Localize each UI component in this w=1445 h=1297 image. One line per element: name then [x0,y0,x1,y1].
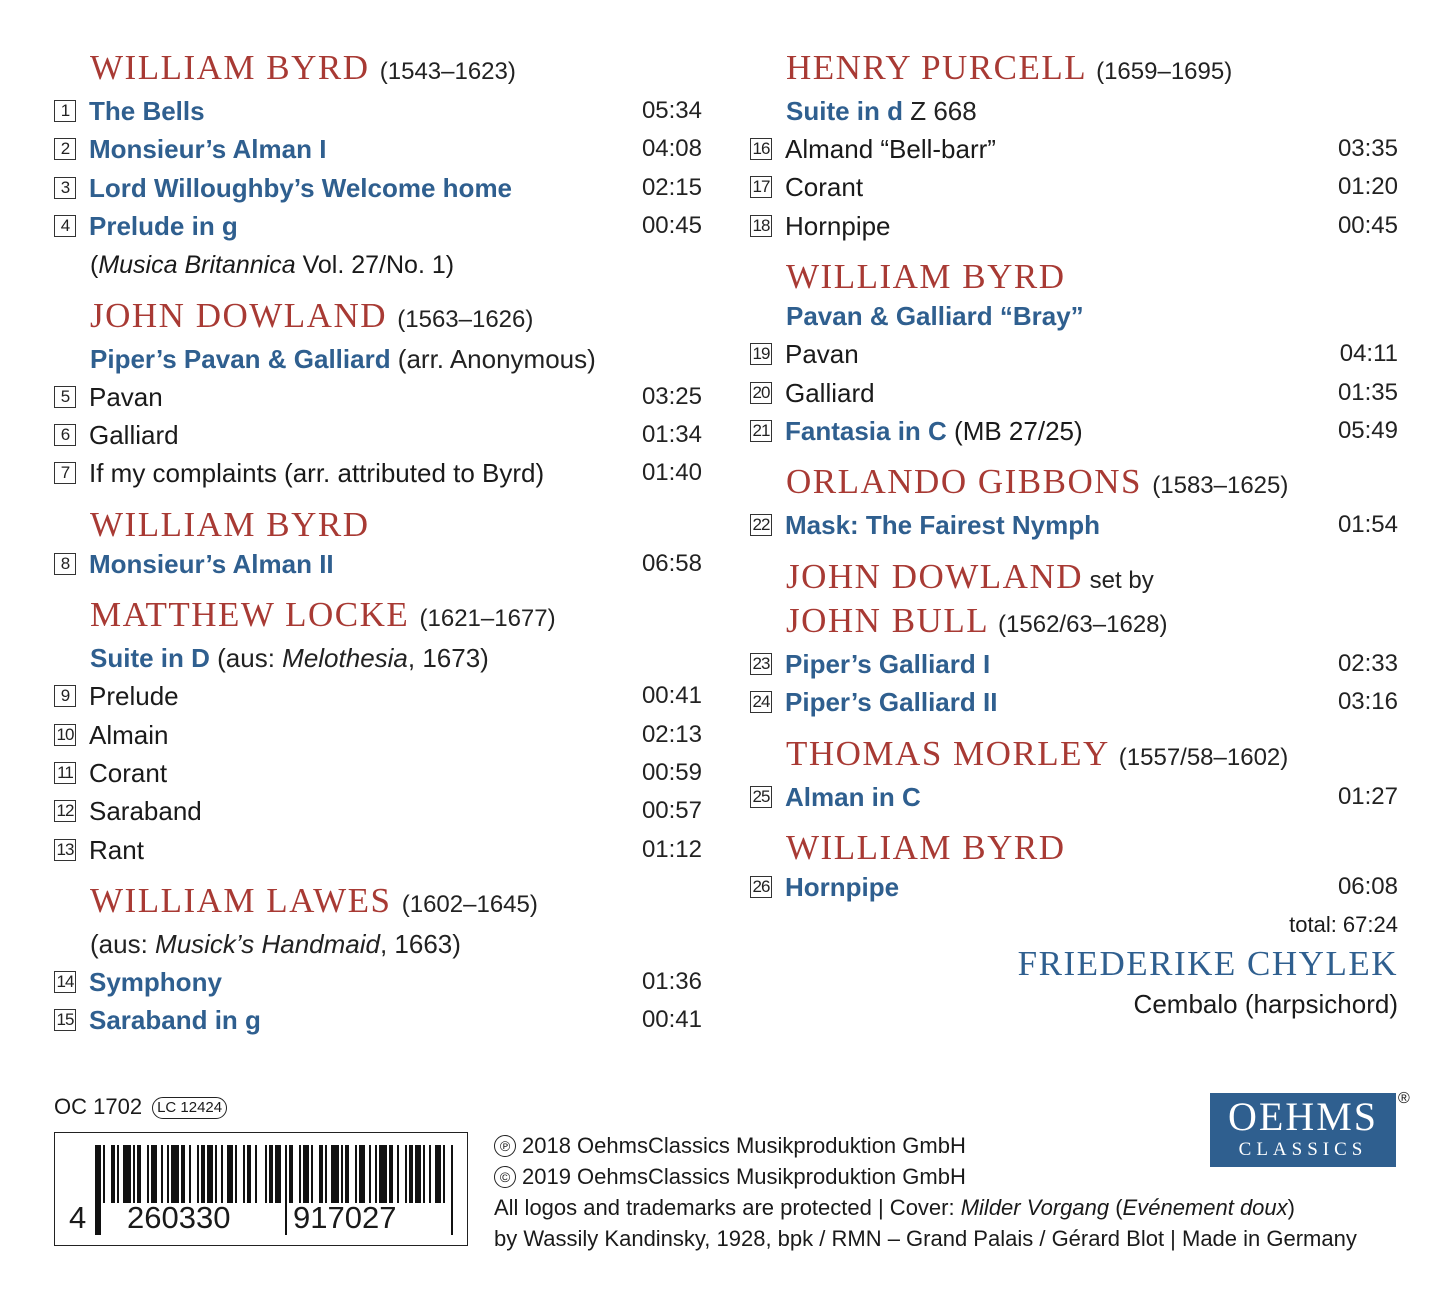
composer-name: THOMAS MORLEY [786,733,1109,773]
barcode-bars [55,1133,467,1245]
composer-years: (1543–1623) [379,58,516,85]
composer-years: (1562/63–1628) [998,610,1168,638]
track-title [785,335,859,373]
track-duration: 02:15 [641,173,702,201]
oehms-classics-logo [1210,1093,1396,1167]
barcode-bar [451,1145,453,1235]
tracklist-right-column [750,48,1398,1022]
track-number: 22 [750,514,772,536]
label-code-badge: LC 12424 [152,1097,227,1119]
track-title [89,92,205,130]
barcode-bar [235,1145,237,1203]
track-duration: 06:08 [1337,872,1398,900]
composer-name: WILLIAM BYRD [90,504,370,544]
barcode-bar [221,1145,223,1203]
track-title [89,207,238,245]
track-number: 7 [54,462,76,484]
track-title [785,412,1083,450]
track-row [750,374,1398,412]
track-number: 2 [54,138,76,160]
barcode-bar [311,1145,313,1203]
edition-note [90,246,702,284]
track-duration: 06:58 [641,549,702,577]
track-row [750,683,1398,721]
composer-heading [786,48,1398,92]
composer-block [750,48,1398,245]
track-title [89,831,144,869]
track-number: 8 [54,553,76,575]
work-title [786,297,1398,335]
total-duration: total: 67:24 [1289,912,1398,938]
track-duration: 03:16 [1337,688,1398,716]
barcode-bar [227,1145,233,1203]
composer-name: JOHN DOWLAND [90,295,387,335]
work-name: Pavan & Galliard “Bray” [786,301,1084,332]
composer-name: WILLIAM BYRD [90,48,370,87]
track-title-text: Corant [89,757,168,788]
work-name: Suite in d [786,96,903,126]
barcode-bar [137,1145,141,1203]
track-number: 4 [54,215,76,237]
work-detail-end: , 1673) [407,643,489,674]
work-detail: (arr. Anonymous) [390,343,596,374]
track-title-text: If my complaints (arr. attributed to Byrd) [89,458,545,489]
track-row [750,168,1398,206]
track-title-text: Mask: The Fairest Nymph [785,510,1100,541]
barcode-bar [201,1145,205,1203]
track-row [750,207,1398,245]
barcode-bar [167,1145,169,1203]
cover-credit-line [494,1192,1357,1223]
cover-title-french: Evénement doux [1122,1195,1288,1220]
barcode-bar [443,1145,445,1203]
track-title [89,716,168,754]
track-title [785,207,891,245]
phonogram-text: 2018 OehmsClassics Musikproduktion GmbH [522,1133,966,1158]
track-title-text: Saraband in g [89,1005,261,1036]
barcode-bar [285,1145,287,1235]
track-title-text: Almain [89,719,169,750]
composer-name: JOHN DOWLAND [786,556,1083,596]
barcode-bar [405,1145,407,1203]
track-duration: 01:35 [1337,378,1398,406]
barcode-bar [147,1145,149,1203]
track-title [89,963,222,1001]
barcode-bar [375,1145,377,1203]
barcode-bar [255,1145,257,1203]
track-duration: 00:45 [641,212,702,240]
logo-line-2: CLASSICS [1238,1139,1368,1160]
note-source: Musica Britannica [98,250,296,279]
track-number: 14 [54,971,76,993]
catalog-info [54,1094,227,1120]
track-title-text: Rant [89,834,144,865]
performer-instrument: Cembalo (harpsichord) [1133,989,1398,1020]
track-number: 1 [54,100,76,122]
track-number: 5 [54,386,76,408]
composer-name: MATTHEW LOCKE [90,595,410,635]
composer-years: (1659–1695) [1096,58,1233,85]
track-number: 9 [54,685,76,707]
track-row [750,868,1398,906]
barcode-bar [379,1145,387,1203]
track-title [89,1001,261,1039]
track-row [54,130,702,168]
track-title [89,416,179,454]
track-title-text: Hornpipe [785,210,891,241]
track-title-text: Corant [785,172,864,203]
barcode-bar [207,1145,213,1203]
track-duration: 01:12 [641,835,702,863]
barcode-bar [359,1145,365,1203]
track-number: 10 [54,724,76,746]
track-title-text: Pavan [785,339,859,370]
track-row [54,454,702,492]
track-title [785,868,899,906]
track-title [785,506,1100,544]
composer-block [54,881,702,1040]
barcode-bar [161,1145,163,1203]
track-number: 6 [54,424,76,446]
barcode-bar [181,1145,185,1203]
track-title-text: Symphony [89,967,222,998]
track-duration: 00:57 [641,797,702,825]
composer-block [54,595,702,869]
barcode-bar [435,1145,441,1203]
track-title-text: Fantasia in C [785,415,947,446]
barcode-bar [341,1145,343,1203]
track-title-text: Prelude [89,681,179,712]
track-number: 19 [750,343,772,365]
composer-block [750,828,1398,906]
track-row [750,335,1398,373]
track-title-text: Monsieur’s Alman I [89,134,327,165]
cover-paren-open: ( [1109,1195,1123,1220]
composer-name: WILLIAM LAWES [90,881,392,921]
composer-name: ORLANDO GIBBONS [786,462,1142,502]
track-title-text: Lord Willoughby’s Welcome home [89,172,513,203]
work-detail: Z 668 [903,96,977,126]
barcode-bar [123,1145,131,1203]
barcode-bar [355,1145,357,1203]
composer-heading [786,462,1398,506]
barcode-bar [303,1145,309,1203]
composer-heading [90,505,702,545]
composer-heading [90,296,702,340]
composer-heading [90,595,702,639]
track-title-text: Galliard [785,377,875,408]
track-title [89,169,512,207]
track-title-text: Hornpipe [785,871,900,902]
composer-heading [786,257,1398,297]
track-title [89,545,334,583]
track-title-text: Alman in C [785,781,921,812]
barcode-bar [345,1145,349,1203]
track-title [89,754,167,792]
barcode-bar [197,1145,199,1203]
track-number: 3 [54,177,76,199]
composer-heading [90,881,702,925]
logo-line-1: OEHMS [1227,1094,1379,1139]
track-title-text: Prelude in g [89,211,238,242]
artist-credit-line: by Wassily Kandinsky, 1928, bpk / RMN – Grand Palais / Gérard Blot | Made in Germany [494,1226,1357,1251]
composer-heading [786,734,1398,778]
track-duration: 04:11 [1339,340,1398,368]
track-title [785,683,997,721]
work-detail: (aus: [90,929,156,960]
track-row [750,778,1398,816]
track-row [750,645,1398,683]
composer-heading [90,48,702,92]
work-source: Melothesia [282,643,408,674]
composer-block [54,48,702,284]
work-title [786,92,1398,130]
track-title [785,374,875,412]
composer-name: WILLIAM BYRD [786,827,1066,867]
registered-mark: ® [1398,1090,1410,1107]
composer-name: HENRY PURCELL [786,48,1086,87]
note-detail: Vol. 27/No. 1) [295,250,455,279]
composer-heading-2 [786,601,1398,645]
barcode-bar [397,1145,399,1203]
track-duration: 00:45 [1337,211,1398,239]
track-title-text: Almand “Bell-barr” [785,134,996,164]
track-duration: 00:41 [641,1006,702,1034]
barcode-bar [389,1145,393,1203]
barcode-bar [415,1145,421,1203]
track-number: 17 [750,176,772,198]
cover-title: Milder Vorgang [960,1195,1110,1220]
track-number: 18 [750,215,772,237]
composer-years: (1621–1677) [419,605,556,633]
copyright-text: 2019 OehmsClassics Musikproduktion GmbH [522,1164,966,1189]
track-number: 12 [54,800,76,822]
barcode-bar [215,1145,217,1203]
track-number: 15 [54,1009,76,1031]
barcode-bar [171,1145,179,1203]
barcode-group-1: 260330 [127,1200,231,1235]
track-row [54,963,702,1001]
track-title [785,130,996,168]
barcode-bar [275,1145,281,1203]
track-number: 21 [750,420,772,442]
copyright-symbol: © [494,1166,516,1188]
phonogram-symbol: ℗ [494,1135,516,1157]
track-duration: 04:08 [641,135,702,163]
track-title [89,378,163,416]
track-row [54,416,702,454]
barcode-bar [117,1145,119,1203]
track-title-text: The Bells [89,96,205,126]
track-row [54,169,702,207]
tracklist-left-column [54,48,702,1040]
work-source: Musick’s Handmaid [155,929,380,960]
track-title-text: Monsieur’s Alman II [89,548,334,579]
track-title [89,130,326,168]
trademark-text: All logos and trademarks are protected | Cover: [494,1195,961,1220]
track-row [750,506,1398,544]
track-title [89,792,202,830]
track-row [750,130,1398,168]
track-row [54,792,702,830]
track-duration: 01:20 [1337,173,1398,201]
track-title [785,778,921,816]
cover-paren-close: ) [1287,1195,1295,1220]
barcode-group-2: 917027 [293,1200,397,1235]
composer-years: (1557/58–1602) [1118,743,1289,771]
track-title-text: Piper’s Galliard I [785,648,991,679]
track-title [89,454,544,492]
work-detail-end: , 1663) [379,929,461,960]
composer-block [54,296,702,493]
composer-block [750,734,1398,816]
track-number: 20 [750,382,772,404]
composer-heading [786,557,1398,601]
track-duration: 01:40 [641,459,702,487]
barcode-bar [151,1145,157,1203]
track-title [785,645,990,683]
composer-heading [786,828,1398,868]
barcode-bar [289,1145,293,1203]
barcode-bar [269,1145,273,1203]
work-title [90,925,702,963]
composer-years: (1583–1625) [1152,472,1289,500]
work-title [90,639,702,677]
barcode-first-digit: 4 [69,1200,87,1235]
track-title-text: Pavan [89,381,163,412]
barcode-bar [243,1145,245,1203]
track-row [54,831,702,869]
track-duration: 03:25 [641,382,702,410]
barcode-bar [369,1145,371,1203]
track-title-text: Saraband [89,796,202,827]
work-title [90,340,702,378]
barcode-bar [319,1145,323,1203]
note-open: ( [90,250,99,279]
track-row [54,92,702,130]
track-duration: 01:54 [1337,511,1398,539]
track-row [54,545,702,583]
track-number: 24 [750,691,772,713]
composer-block [54,505,702,583]
composer-connector: set by [1083,566,1154,594]
performer-name: FRIEDERIKE CHYLEK [1017,944,1398,984]
track-title-text: Galliard [89,419,179,450]
track-number: 23 [750,653,772,675]
track-duration: 01:36 [641,968,702,996]
track-duration: 05:34 [641,97,702,124]
composer-years: (1602–1645) [401,891,538,919]
track-duration: 00:41 [641,682,702,710]
track-row [750,412,1398,450]
barcode-bar [331,1145,339,1203]
composer-name: JOHN BULL [786,600,988,640]
track-duration: 05:49 [1337,416,1398,444]
track-number: 16 [750,138,772,160]
work-detail: (aus: [209,643,283,674]
track-title-text: Piper’s Galliard II [785,687,998,718]
barcode-bar [325,1145,327,1203]
composer-years: (1563–1626) [397,305,534,333]
barcode-bar [423,1145,425,1203]
track-duration: 02:33 [1337,649,1398,677]
composer-name: WILLIAM BYRD [786,257,1066,297]
barcode-bar [189,1145,191,1203]
track-duration: 01:27 [1337,782,1398,810]
track-number: 26 [750,876,772,898]
track-title [785,168,863,206]
composer-block [750,462,1398,544]
track-number: 13 [54,839,76,861]
track-duration: 00:59 [641,758,702,786]
barcode-bar [95,1145,101,1235]
track-title [89,677,179,715]
barcode-bar [429,1145,431,1203]
work-name: Suite in D [90,643,210,674]
catalog-number: OC 1702 [54,1094,143,1119]
barcode [54,1132,468,1246]
track-row [54,677,702,715]
track-row [54,207,702,245]
barcode-bar [247,1145,251,1203]
composer-block [750,557,1398,722]
track-number: 25 [750,786,772,808]
track-row [54,754,702,792]
track-row [54,1001,702,1039]
track-duration: 02:13 [641,720,702,748]
barcode-bar [299,1145,301,1203]
barcode-bar [265,1145,267,1203]
track-number: 11 [54,762,76,784]
track-row [54,716,702,754]
work-name: Piper’s Pavan & Galliard [90,343,391,374]
barcode-bar [103,1145,105,1203]
track-row [54,378,702,416]
barcode-bar [409,1145,413,1203]
track-title-suffix: (MB 27/25) [946,415,1083,446]
barcode-bar [133,1145,135,1203]
track-duration: 01:34 [641,420,702,448]
barcode-bar [111,1145,115,1203]
composer-block [750,257,1398,450]
track-duration: 03:35 [1337,135,1398,162]
